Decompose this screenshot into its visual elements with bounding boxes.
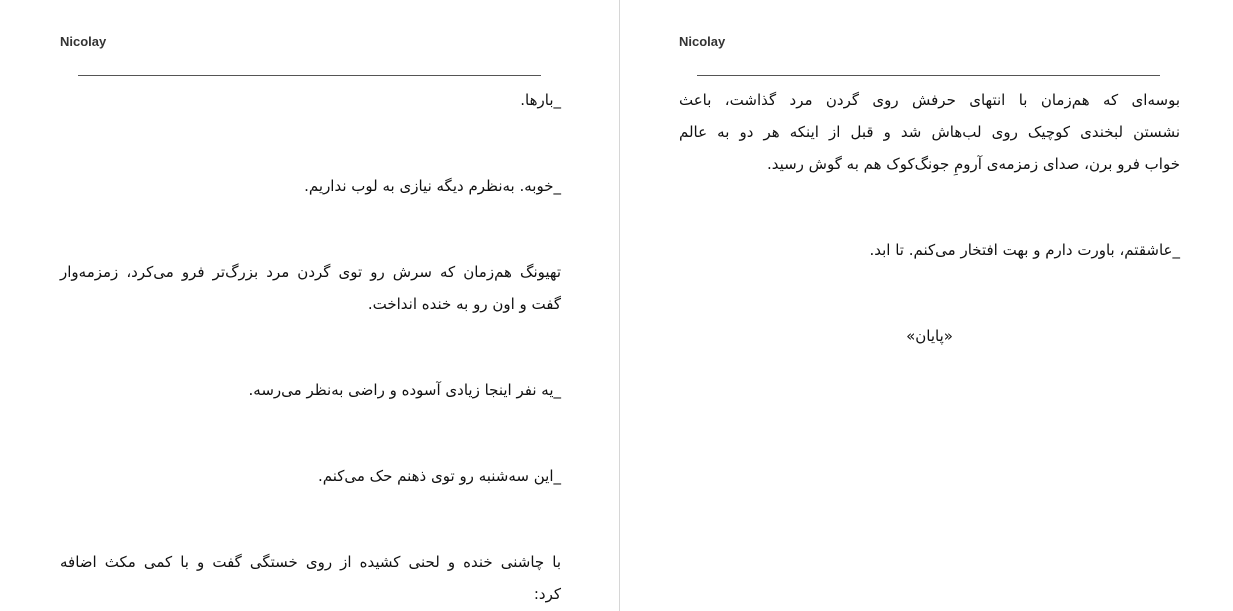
- running-header: Nicolay: [679, 34, 726, 49]
- paragraph: [60, 374, 561, 406]
- text-line: _این سه‌شنبه رو توی ذهنم حک می‌کنم.: [317, 467, 561, 485]
- text-line: تهیونگ هم‌زمان که سرش رو توی گردن مرد بزرگ‌تر فرو می‌کرد، زمزمه‌وار: [60, 263, 561, 281]
- text-line: _بارها.: [520, 91, 561, 109]
- text-line: «پایان»: [906, 327, 953, 345]
- text-line: بوسه‌ای که هم‌زمان با انتهای حرفش روی گردن مرد گذاشت، باعث: [679, 91, 1180, 109]
- page-text: [679, 84, 1180, 352]
- the-end-marker: [679, 320, 1180, 352]
- text-line: _عاشقتم، باورت دارم و بهت افتخار می‌کنم. تا ابد.: [869, 241, 1180, 259]
- running-header: Nicolay: [60, 34, 107, 49]
- page-text: [60, 84, 561, 610]
- text-line: نشستن لبخندی کوچیک روی لب‌هاش شد و قبل از اینکه هر دو به عالم: [679, 123, 1180, 141]
- text-line: با چاشنی خنده و لحنی کشیده از روی خستگی گفت و با کمی مکث اضافه: [60, 553, 561, 571]
- text-line: کرد:: [533, 585, 561, 603]
- text-line: _یه نفر اینجا زیادی آسوده و راضی به‌نظر می‌رسه.: [248, 381, 561, 399]
- text-line: _خوبه. به‌نظرم دیگه نیازی به لوب نداریم.: [304, 177, 561, 195]
- text-line: گفت و اون رو به خنده انداخت.: [367, 295, 561, 313]
- header-rule: [78, 75, 541, 76]
- text-line: خواب فرو برن، صدای زمزمه‌ی آرومِ جونگ‌کوک هم به گوش رسید.: [766, 155, 1180, 173]
- paragraph: [679, 234, 1180, 266]
- paragraph: [679, 84, 1180, 180]
- paragraph: [60, 84, 561, 116]
- paragraph: [60, 170, 561, 202]
- paragraph: [60, 460, 561, 492]
- header-rule: [697, 75, 1160, 76]
- paragraph: [60, 546, 561, 610]
- right-page[interactable]: [620, 0, 1233, 611]
- paragraph: [60, 256, 561, 320]
